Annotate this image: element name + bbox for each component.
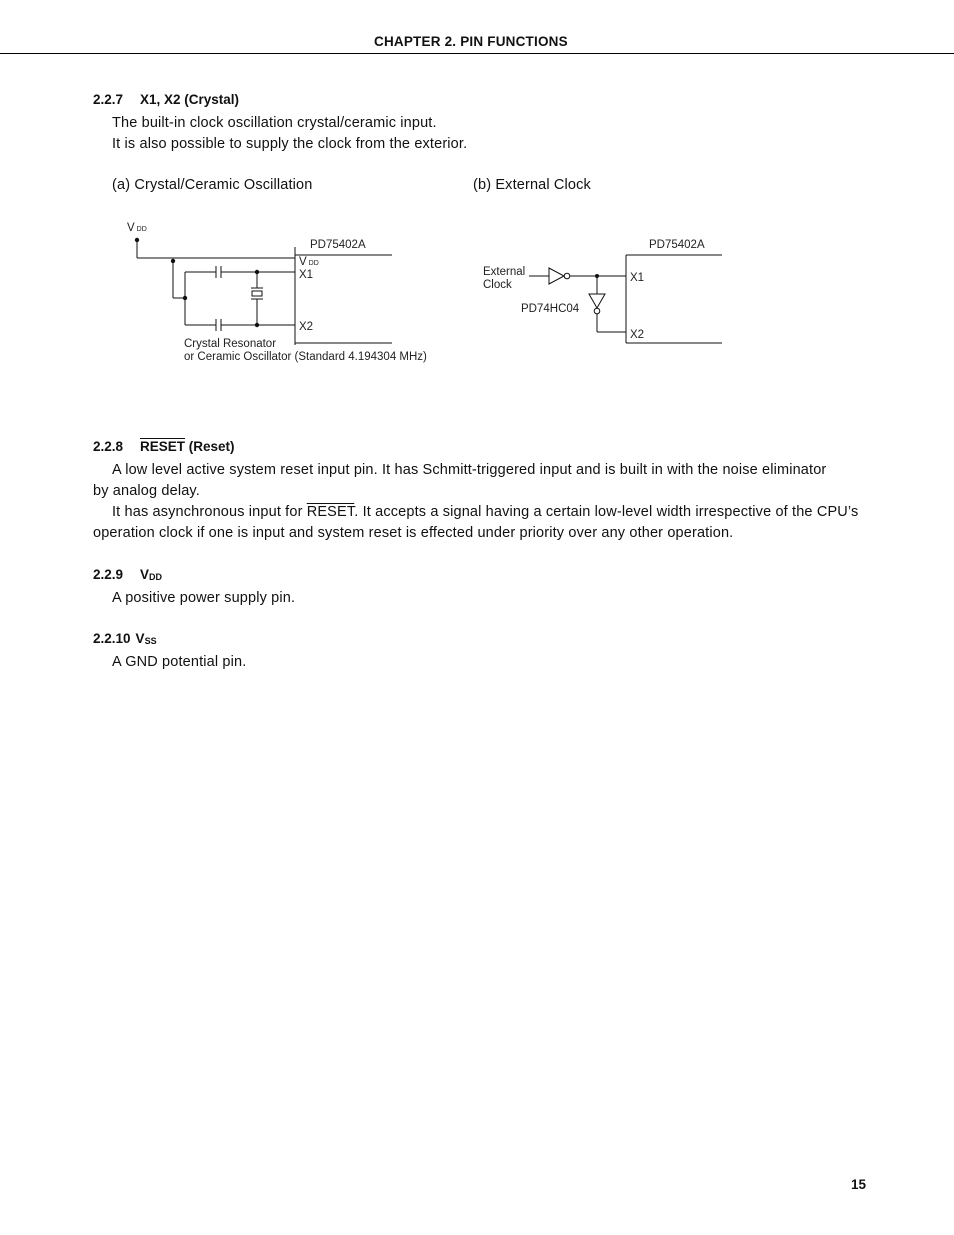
inverter-bubble (594, 308, 600, 314)
section-2-2-8-heading (93, 439, 235, 454)
section-2-2-9-heading (93, 567, 162, 582)
section-title-subscript: SS (144, 636, 157, 646)
external-clock-diagram (480, 230, 730, 350)
vdd-label: VDD (127, 222, 147, 234)
external-clock-label-line2: Clock (483, 279, 512, 291)
figure-b-caption: (b) External Clock (473, 177, 591, 193)
crystal-body (252, 291, 262, 296)
page-number: 15 (851, 1177, 867, 1192)
junction-dot (595, 274, 599, 278)
pin-x1-label: X1 (630, 272, 645, 284)
section-title: (Reset) (185, 439, 235, 454)
page-header (0, 34, 954, 54)
section-2-2-8-body (93, 460, 863, 544)
pin-x1-label: X1 (299, 269, 314, 281)
chip-label: PD75402A (649, 239, 705, 251)
chapter-title: CHAPTER 2. PIN FUNCTIONS (374, 34, 568, 49)
paragraph-line: A GND potential pin. (112, 654, 247, 670)
reset-overline-text: RESET (306, 504, 355, 520)
paragraph-line: A low level active system reset input pin. It has Schmitt-triggered input and is built in with the noise eliminator (112, 462, 827, 478)
section-2-2-9-body (93, 588, 863, 609)
junction-dot (183, 296, 187, 300)
external-clock-label-line1: External (483, 266, 526, 278)
section-2-2-7-heading (93, 92, 239, 107)
section-title: X1, X2 (Crystal) (140, 92, 240, 107)
paragraph-line: A positive power supply pin. (112, 590, 296, 606)
inverter-triangle (589, 294, 605, 308)
figure-a-caption: (a) Crystal/Ceramic Oscillation (112, 177, 313, 193)
paragraph-text: It has asynchronous input for (112, 504, 307, 520)
section-2-2-10-heading (93, 631, 157, 646)
section-number: 2.2.8 (93, 439, 124, 454)
section-title: V (135, 631, 145, 646)
paragraph-line: The built-in clock oscillation crystal/ceramic input. (112, 115, 437, 131)
section-2-2-10-body (93, 652, 863, 673)
pin-vdd-label: VDD (299, 256, 319, 268)
inverter-triangle (549, 268, 564, 284)
paragraph-line: by analog delay. (93, 483, 200, 499)
reset-overline-title: RESET (140, 439, 186, 454)
section-title-subscript: DD (149, 572, 163, 582)
vdd-terminal (135, 238, 139, 242)
paragraph-line: operation clock if one is input and system reset is effected under priority over any other operation. (93, 525, 734, 541)
pin-x2-label: X2 (299, 321, 314, 333)
section-number: 2.2.9 (93, 567, 124, 582)
inverter-label: PD74HC04 (521, 303, 580, 315)
junction-dot (171, 259, 175, 263)
section-title: V (140, 567, 150, 582)
resonator-note-line1: Crystal Resonator (184, 338, 277, 350)
paragraph-line: It is also possible to supply the clock from the exterior. (112, 136, 468, 152)
resonator-note-line2: or Ceramic Oscillator (Standard 4.194304 MHz) (184, 351, 427, 363)
junction-dot (255, 270, 259, 274)
chip-label: PD75402A (310, 239, 366, 251)
paragraph-line (93, 502, 863, 523)
crystal-oscillation-diagram (120, 215, 460, 370)
junction-dot (255, 323, 259, 327)
paragraph-text: . It accepts a signal having a certain low-level width irrespective of the CPU’s (354, 504, 859, 520)
section-2-2-7-body (93, 113, 863, 155)
pin-x2-label: X2 (630, 329, 645, 341)
section-number: 2.2.10 (93, 631, 131, 646)
section-number: 2.2.7 (93, 92, 124, 107)
